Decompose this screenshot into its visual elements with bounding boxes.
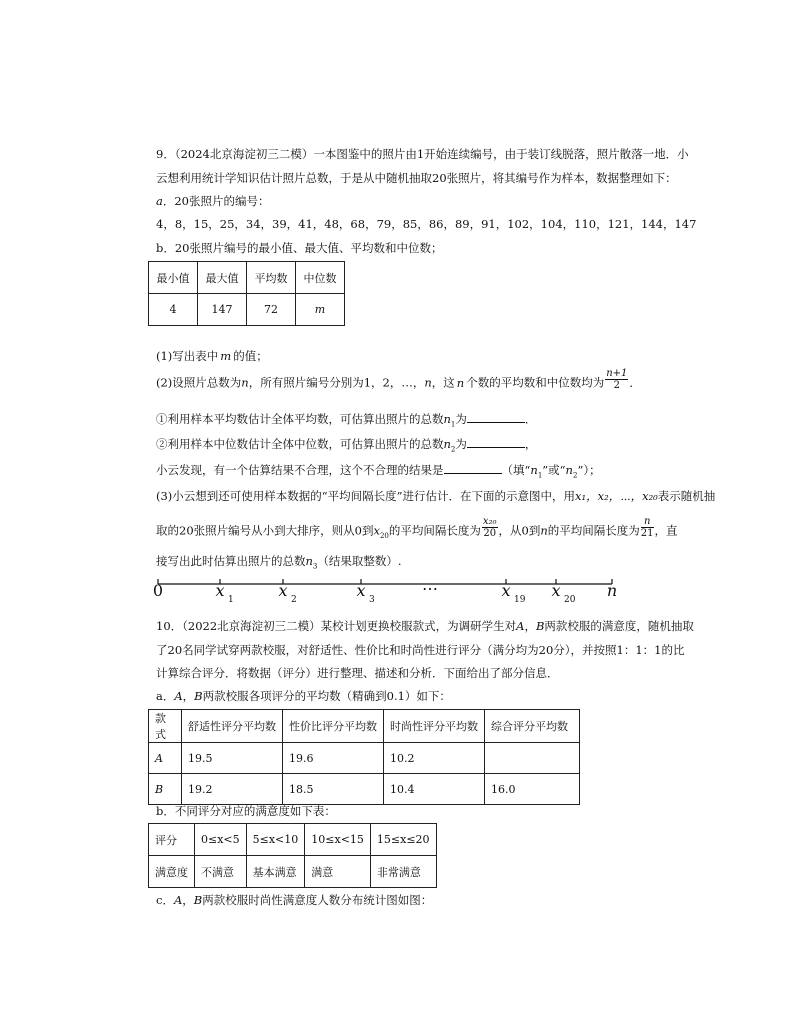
q10-a-post: 两款校服各项评分的平均数（精确到0.1）如下：	[202, 689, 451, 703]
q9-th-mean: 平均数	[247, 262, 296, 294]
q10-line-3: 计算综合评分．将数据（评分）进行整理、描述和分析．下面给出了部分信息．	[156, 666, 559, 680]
q9-fraction-n-plus-1-over-2	[605, 368, 628, 391]
q9-c3-blank	[444, 463, 502, 474]
q10-th-overall: 综合评分平均数	[485, 710, 580, 743]
q9-line-2: 云想利用统计学知识估计照片总数，于是从中随机抽取20张照片，将其编号作为样本，数据整理如下：	[156, 171, 677, 185]
q9-frac-num: n+1	[606, 368, 628, 379]
q9-th-max: 最大值	[198, 262, 247, 294]
q9-c3-v2: n	[565, 463, 573, 477]
q10-t2-range-2: 5≤x<10	[246, 824, 305, 856]
q10-c-post: 两款校服时尚性满意度人数分布统计图如图：	[202, 893, 433, 907]
q9-f1-num: x₂₀	[482, 516, 497, 527]
q10-t2-level-label: 满意度	[149, 856, 195, 888]
q9-sub-1-pre: (1)写出表中	[156, 349, 219, 363]
q9-fraction-x20-over-20	[482, 516, 498, 539]
q9-f2-den: 21	[640, 528, 654, 539]
q9-c2-blank	[467, 437, 525, 448]
q9-p3-l2-xsub: 20	[379, 531, 389, 540]
q10-t2-score-label: 评分	[149, 824, 195, 856]
q9-frac-den: 2	[613, 380, 620, 391]
q10-t2-level-1: 不满意	[195, 856, 247, 888]
number-line-diagram	[150, 574, 630, 608]
q9-c3-s2: 2	[572, 471, 578, 480]
q9-c3-or: ”或“	[542, 463, 566, 477]
label-0: 0	[152, 581, 164, 600]
q10-c-pre: c．	[156, 893, 174, 907]
q9-p3-l1-post: 表示随机抽	[657, 489, 716, 503]
q10-row-b-comfort: 19.2	[182, 774, 283, 805]
q10-score-table	[148, 709, 580, 805]
q10-row-a-comfort: 19.5	[182, 743, 283, 774]
table-row	[149, 774, 580, 805]
q10-row-b-style: B	[149, 774, 182, 805]
q9-part-a	[156, 193, 270, 209]
q10-part-c	[156, 892, 432, 908]
q9-sub-1	[156, 348, 268, 364]
q9-sub-3-line-1	[156, 488, 715, 504]
q9-td-mean: 72	[247, 294, 296, 326]
q10-line-2: 了20名同学试穿两款校服，对舒适性、性价比和时尚性进行评分（满分均为20分），并按照1：1：1的比	[156, 643, 685, 657]
label-x19-sub: 19	[514, 595, 526, 605]
q9-p3-l2-mid: 的平均间隔长度为	[388, 523, 481, 538]
q9-p3-l1-pre: (3)小云想到还可使用样本数据的“平均间隔长度”进行估计．在下面的示意图中，用	[156, 489, 576, 503]
q9-c1-sub: 1	[450, 420, 456, 429]
q9-sub-2-n3: n	[456, 375, 465, 390]
q9-td-max: 147	[198, 294, 247, 326]
q9-sub-3-line-3	[156, 553, 402, 574]
q10-th-style: 款式	[149, 710, 182, 743]
q9-c2-mid: 为	[455, 437, 467, 451]
q10-th-fashion: 时尚性评分平均数	[384, 710, 485, 743]
q9-p3-l2-end: ，直	[654, 523, 678, 538]
q10-t2-range-4: 15≤x≤20	[370, 824, 436, 856]
q9-sub-2	[156, 368, 641, 395]
label-x19: x	[501, 581, 511, 600]
q10-c-A: A	[173, 893, 183, 907]
q10-t2-level-4: 非常满意	[370, 856, 436, 888]
q10-t2-level-3: 满意	[305, 856, 371, 888]
q9-f2-num: n	[641, 516, 654, 528]
q9-c1-pre: ①利用样本平均数估计全体平均数，可估算出照片的总数	[156, 412, 444, 426]
q9-p3-l2-x: x	[373, 523, 380, 538]
q10-th-value: 性价比评分平均数	[283, 710, 384, 743]
q9-c1-end: ．	[524, 412, 537, 426]
q10-row-a-overall	[485, 743, 580, 774]
label-x20-sub: 20	[564, 595, 576, 605]
q10-satisfaction-table	[148, 823, 437, 888]
q9-circle-3	[156, 462, 601, 483]
q10-part-b: b．不同评分对应的满意度如下表：	[156, 804, 336, 818]
q9-p3-l3-post: （结果取整数）.	[317, 554, 402, 568]
q10-row-a-value: 19.6	[283, 743, 384, 774]
q9-td-median: m	[296, 294, 345, 326]
q9-c2-sub: 2	[450, 445, 456, 454]
q9-c1-var: n	[443, 412, 451, 426]
q10-part-a	[156, 688, 451, 704]
q9-th-median: 中位数	[296, 262, 345, 294]
q10-l1-pre: 10．（2022北京海淀初三二模）某校计划更换校服款式，为调研学生对	[156, 619, 517, 633]
q9-c3-pre: 小云发现，有一个估算结果不合理，这个不合理的结果是	[156, 463, 444, 477]
q9-data-list: 4，8，15，25，34，39，41，48，68，79，85，86，89，91，102，104，110，121，144，147	[156, 217, 697, 231]
q9-c1-blank	[467, 412, 525, 423]
q10-line-1	[156, 618, 694, 634]
q9-p3-l3-sub: 3	[312, 562, 318, 571]
q10-row-a-style: A	[149, 743, 182, 774]
q10-c-B: B	[193, 893, 203, 907]
q9-sub-2-end: ．	[629, 375, 641, 390]
q10-c-sep: ，	[182, 893, 194, 907]
q10-t2-range-3: 10≤x<15	[305, 824, 371, 856]
label-x1: x	[215, 581, 225, 600]
q10-a-B: B	[194, 689, 203, 703]
q9-fraction-n-over-21	[641, 516, 654, 539]
q9-p3-l3-var: n	[305, 554, 313, 568]
q9-sub-2-post: 个数的平均数和中位数均为	[466, 375, 605, 390]
q10-a-sep: ，	[182, 689, 195, 703]
q10-l1-post: 两款校服的满意度，随机抽取	[544, 619, 694, 633]
q9-c3-post: （填“	[501, 463, 531, 477]
q10-a-pre: a．	[156, 689, 175, 703]
q9-c2-var: n	[443, 437, 451, 451]
q9-p3-l1-vars: x₁，x₂，⋯，x₂₀	[575, 489, 658, 503]
q9-sub-2-mid2: ，这	[431, 375, 455, 390]
q10-t2-range-1: 0≤x<5	[195, 824, 247, 856]
q10-l1-sep: ，	[524, 619, 536, 633]
q10-row-b-value: 18.5	[283, 774, 384, 805]
q9-c3-s1: 1	[537, 471, 543, 480]
q9-c2-end: ，	[524, 437, 537, 451]
label-ellipsis: ⋯	[422, 579, 438, 598]
label-x3: x	[356, 581, 366, 600]
q9-line-1: 9．（2024北京海淀初三二模）一本图鉴中的照片由1开始连续编号，由于装订线脱落，照片散落一地．小	[156, 147, 689, 161]
q9-a-text: ．20张照片的编号：	[162, 194, 270, 208]
q9-f1-den: 20	[483, 528, 497, 539]
label-x2: x	[278, 581, 288, 600]
label-x20: x	[551, 581, 561, 600]
q10-row-b-overall: 16.0	[485, 774, 580, 805]
q9-part-b: b．20张照片编号的最小值、最大值、平均数和中位数；	[156, 241, 443, 255]
q9-stats-table	[148, 261, 345, 326]
table-row	[149, 743, 580, 774]
q9-sub-2-pre: (2)设照片总数为	[156, 375, 242, 390]
q10-t2-level-2: 基本满意	[246, 856, 305, 888]
q10-l1-B: B	[535, 619, 545, 633]
q9-th-min: 最小值	[149, 262, 198, 294]
q9-a-letter: a	[156, 194, 163, 208]
q10-th-comfort: 舒适性评分平均数	[182, 710, 283, 743]
q9-circle-1	[156, 411, 536, 432]
q9-c1-mid: 为	[455, 412, 467, 426]
label-x2-sub: 2	[291, 595, 297, 605]
q9-p3-l2-mid3: 的平均间隔长度为	[547, 523, 640, 538]
q9-p3-l3-pre: 接写出此时估算出照片的总数	[156, 554, 306, 568]
q9-sub-2-n: n	[241, 375, 249, 390]
q9-c3-end: ”）；	[577, 463, 601, 477]
q9-circle-2	[156, 436, 536, 457]
q10-row-a-fashion: 10.2	[384, 743, 485, 774]
q9-sub-2-n2: n	[424, 375, 432, 390]
q9-sub-1-var: m	[220, 349, 232, 363]
q9-sub-1-post: 的值；	[233, 349, 268, 363]
q9-p3-l2-pre: 取的20张照片编号从小到大排序，则从0到	[156, 523, 374, 538]
q9-p3-l2-n: n	[540, 523, 548, 538]
q10-l1-A: A	[516, 619, 525, 633]
q9-c2-pre: ②利用样本中位数估计全体中位数，可估算出照片的总数	[156, 437, 444, 451]
label-x3-sub: 3	[369, 595, 375, 605]
q9-p3-l2-mid2: ，从0到	[498, 523, 541, 538]
q9-sub-2-mid: ，所有照片编号分别为1，2，…，	[248, 375, 425, 390]
q9-td-min: 4	[149, 294, 198, 326]
label-x1-sub: 1	[228, 595, 234, 605]
q9-sub-3-line-2	[156, 516, 678, 544]
q10-row-b-fashion: 10.4	[384, 774, 485, 805]
q10-a-A: A	[174, 689, 183, 703]
q9-c3-v1: n	[530, 463, 538, 477]
label-n: n	[606, 581, 618, 600]
